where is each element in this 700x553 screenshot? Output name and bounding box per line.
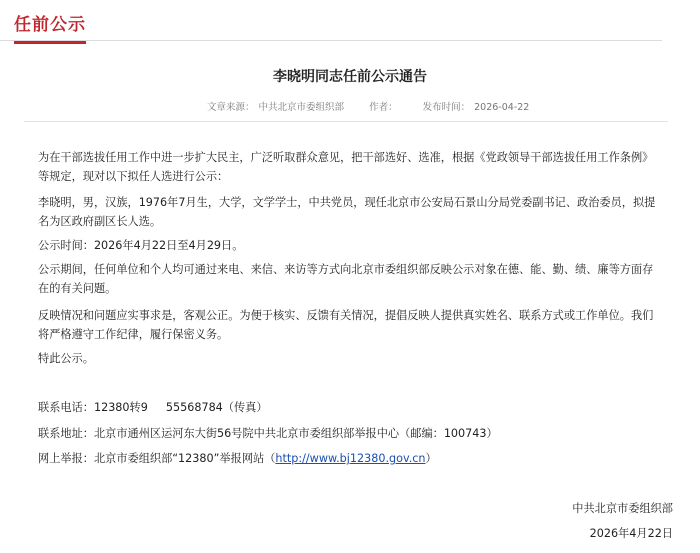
article-title: 李晓明同志任前公示通告	[273, 69, 427, 85]
paragraph-closing: 特此公示。	[38, 352, 94, 365]
contact-address	[38, 424, 498, 443]
web-label: 网上举报：	[38, 452, 94, 465]
phone-value: 12380转9	[93, 401, 148, 414]
signature-org: 中共北京市委组织部	[572, 502, 673, 515]
paragraph-requirements: 反映情况和问题应实事求是，客观公正。为便于核实、反馈有关情况，提倡反映人提供真实姓名、联系方式或工作单位。我们将严格遵守工作纪律，履行保密义务。	[38, 309, 654, 341]
date-value: 2026-04-22	[474, 102, 530, 113]
article-meta	[207, 99, 533, 113]
web-text: 北京市委组织部“12380”举报网站（	[93, 452, 276, 465]
address-label: 联系地址：	[38, 427, 94, 440]
divider	[24, 121, 668, 122]
section-header	[0, 0, 662, 41]
report-website-link[interactable]: http://www.bj12380.gov.cn	[275, 452, 426, 465]
contact-phone	[38, 398, 268, 417]
signature-date: 2026年4月22日	[589, 527, 673, 540]
phone-label: 联系电话：	[38, 401, 94, 414]
section-tab[interactable]: 任前公示	[14, 14, 86, 44]
source-label: 文章来源：	[207, 102, 255, 113]
paragraph-candidate: 李晓明，男，汉族，1976年7月生，大学，文学学士，中共党员，现任北京市公安局石景山分局党委副书记、政治委员，拟提名为区政府副区长人选。	[38, 196, 656, 228]
fax-value: 55568784（传真）	[165, 401, 268, 414]
paragraph-intro: 为在干部选拔任用工作中进一步扩大民主，广泛听取群众意见，把干部选好、选准，根据《党政领导干部选拔任用工作条例》等规定，现对以下拟任人选进行公示：	[38, 151, 654, 183]
web-close: ）	[425, 452, 437, 465]
paragraph-period: 公示时间：2026年4月22日至4月29日。	[38, 239, 244, 252]
address-value: 北京市通州区运河东大街56号院中共北京市委组织部举报中心（邮编：100743）	[93, 427, 498, 440]
paragraph-feedback: 公示期间，任何单位和个人均可通过来电、来信、来访等方式向北京市委组织部反映公示对象在德、能、勤、绩、廉等方面存在的有关问题。	[38, 263, 654, 295]
contact-web	[38, 449, 437, 468]
source-value: 中共北京市委组织部	[258, 102, 345, 113]
author-label: 作者：	[369, 102, 398, 113]
date-label: 发布时间：	[422, 102, 471, 113]
